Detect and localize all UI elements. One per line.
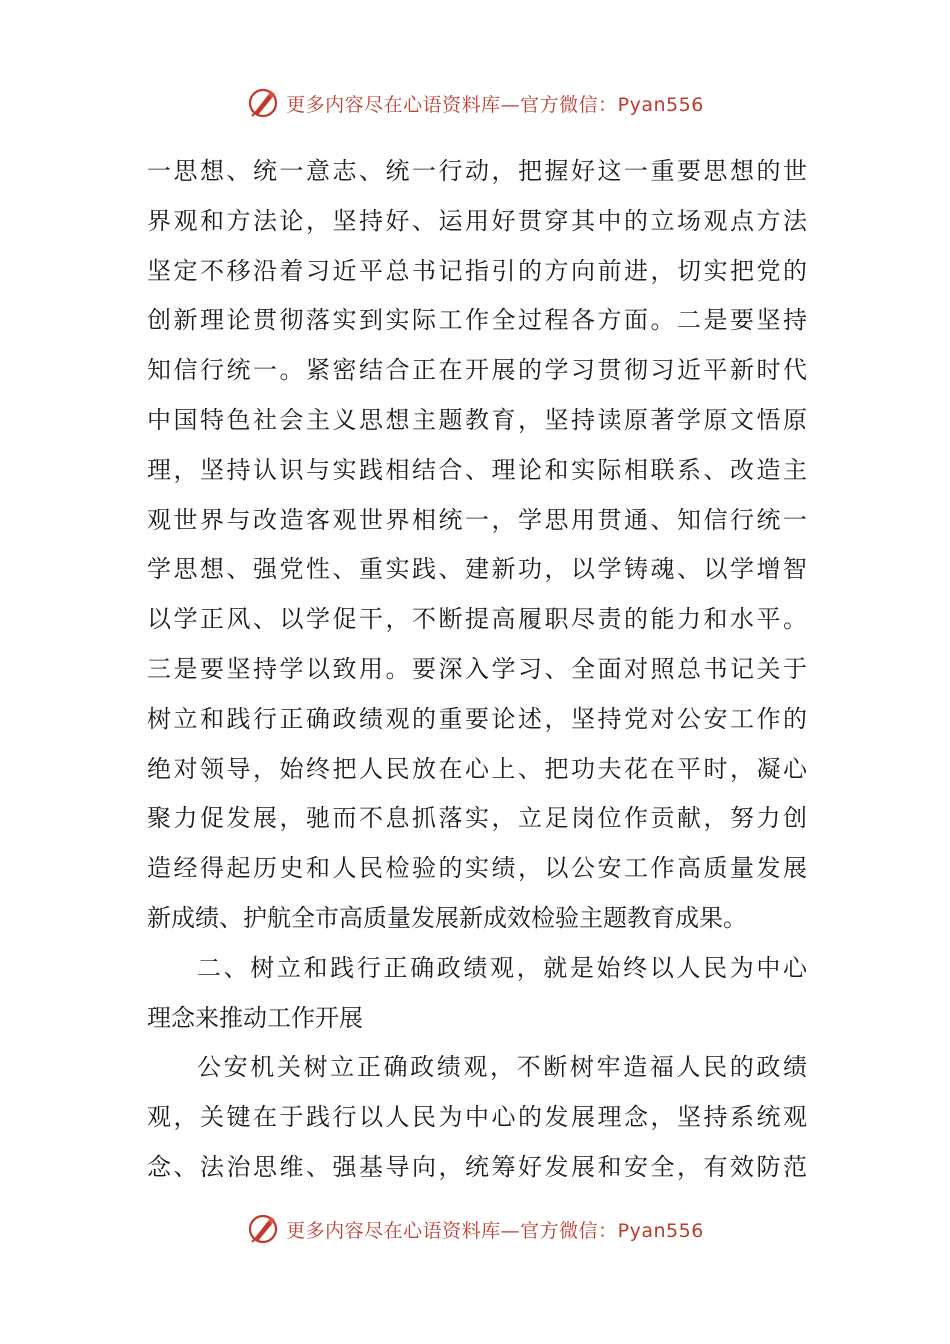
text-line: 创新理论贯彻落实到实际工作全过程各方面。二是要坚持 (147, 306, 807, 335)
text-line: 公安机关树立正确政绩观，不断树牢造福人民的政绩 (197, 1053, 807, 1082)
watermark-dash: — (500, 93, 521, 116)
text-line: 造经得起历史和人民检验的实绩，以公安工作高质量发展 (147, 854, 807, 883)
pen-logo-icon (246, 1212, 280, 1246)
watermark-text (286, 1216, 704, 1243)
watermark-banner-top (0, 83, 950, 123)
text-line: 绝对领导，始终把人民放在心上、把功夫花在平时，凝心 (147, 754, 807, 783)
watermark-wechat-text: 官方微信：Pyan556 (520, 93, 704, 116)
text-line: 二、树立和践行正确政绩观，就是始终以人民为中心 (197, 953, 807, 982)
pen-logo-icon (246, 86, 280, 120)
text-line: 三是要坚持学以致用。要深入学习、全面对照总书记关于 (147, 654, 807, 683)
text-line: 坚定不移沿着习近平总书记指引的方向前进，切实把党的 (147, 256, 807, 285)
text-line: 观世界与改造客观世界相统一，学思用贯通、知信行统一 (147, 505, 807, 534)
text-line: 聚力促发展，驰而不息抓落实，立足岗位作贡献，努力创 (147, 804, 807, 833)
text-line: 学思想、强党性、重实践、建新功，以学铸魂、以学增智 (147, 555, 807, 584)
text-line: 新成绩、护航全市高质量发展新成效检验主题教育成果。 (147, 903, 747, 932)
watermark-banner-bottom (0, 1209, 950, 1249)
text-line: 念、法治思维、强基导向，统筹好发展和安全，有效防范 (147, 1152, 807, 1181)
text-line: 一思想、统一意志、统一行动，把握好这一重要思想的世 (147, 157, 807, 185)
document-body (147, 147, 807, 1193)
text-line: 树立和践行正确政绩观的重要论述，坚持党对公安工作的 (147, 704, 807, 733)
watermark-wechat-text: 官方微信：Pyan556 (520, 1219, 704, 1242)
text-line: 理，坚持认识与实践相结合、理论和实际相联系、改造主 (147, 455, 807, 484)
text-line: 知信行统一。紧密结合正在开展的学习贯彻习近平新时代 (147, 356, 807, 385)
watermark-main-text: 更多内容尽在心语资料库 (286, 93, 501, 116)
text-line: 中国特色社会主义思想主题教育，坚持读原著学原文悟原 (147, 405, 807, 434)
text-line: 以学正风、以学促干，不断提高履职尽责的能力和水平。 (147, 605, 807, 634)
watermark-dash: — (500, 1219, 521, 1242)
watermark-main-text: 更多内容尽在心语资料库 (286, 1219, 501, 1242)
text-line: 界观和方法论，坚持好、运用好贯穿其中的立场观点方法 (147, 206, 807, 235)
text-line: 理念来推动工作开展 (147, 1003, 363, 1032)
watermark-text (286, 90, 704, 117)
text-line: 观，关键在于践行以人民为中心的发展理念，坚持系统观 (147, 1103, 807, 1132)
